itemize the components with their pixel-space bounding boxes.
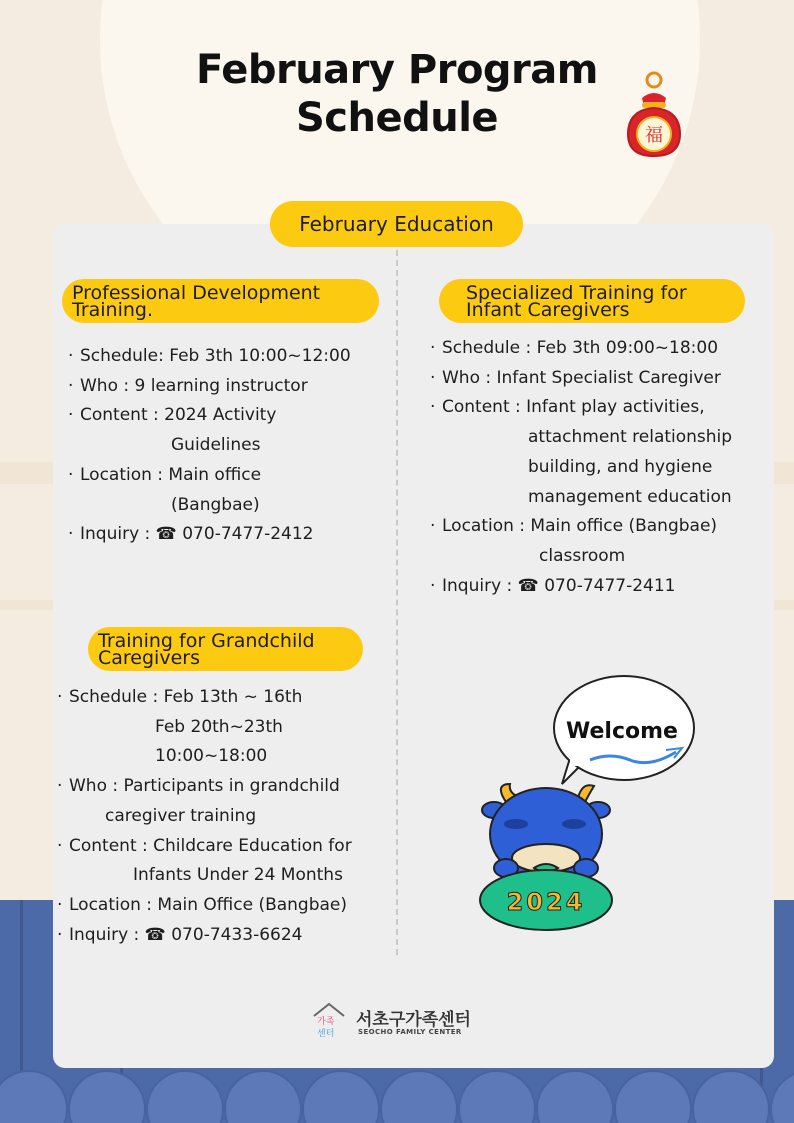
schedule-item: · Schedule : Feb 13th ~ 16th Feb 20th~23th 10:00~18:00 bbox=[57, 683, 393, 772]
schedule-item: · Schedule : Feb 3th 09:00~18:00 bbox=[430, 334, 770, 364]
location-item: · Location : Main office (Bangbae) bbox=[68, 461, 388, 520]
page-title-line2: Schedule bbox=[295, 95, 499, 141]
mascot-year: 2024 bbox=[506, 888, 586, 916]
content-item: · Content : 2024 Activity Guidelines bbox=[68, 401, 388, 460]
who-item: · Who : Infant Specialist Caregiver bbox=[430, 364, 770, 394]
program-title-professional: Professional Development Training. bbox=[62, 279, 379, 323]
section-title: February Education bbox=[270, 201, 523, 247]
inquiry-item: · Inquiry : ☎ 070-7477-2412 bbox=[68, 520, 388, 550]
location-item: · Location : Main Office (Bangbae) bbox=[57, 891, 393, 921]
program-details-professional bbox=[68, 342, 388, 550]
program-title-infant: Specialized Training for Infant Caregivers bbox=[439, 279, 745, 323]
program-title-grandchild: Training for Grandchild Caregivers bbox=[88, 627, 363, 671]
house-logo-icon bbox=[312, 1002, 346, 1040]
welcome-text: Welcome bbox=[566, 719, 678, 744]
content-item: · Content : Infant play activities, attachment relationship building, and hygiene management education bbox=[430, 393, 770, 512]
who-item: · Who : Participants in grandchild caregiver training bbox=[57, 772, 393, 831]
schedule-item: · Schedule: Feb 3th 10:00~12:00 bbox=[68, 342, 388, 372]
dragon-mascot-icon bbox=[470, 672, 710, 942]
logo-icon-bottom: 센터 bbox=[317, 1029, 335, 1039]
who-item: · Who : 9 learning instructor bbox=[68, 372, 388, 402]
logo-icon-top: 가족 bbox=[317, 1017, 335, 1027]
location-item: · Location : Main office (Bangbae) classroom bbox=[430, 512, 770, 571]
seocho-family-center-logo bbox=[312, 1002, 492, 1042]
content-item: · Content : Childcare Education for Infants Under 24 Months bbox=[57, 832, 393, 891]
column-divider bbox=[396, 240, 398, 955]
logo-english-text: SEOCHO FAMILY CENTER bbox=[358, 1028, 462, 1036]
lucky-pouch-icon bbox=[618, 68, 698, 168]
pouch-glyph: 福 bbox=[645, 125, 663, 146]
page-title-line1: February Program bbox=[196, 47, 598, 93]
welcome-bubble bbox=[554, 676, 694, 784]
program-details-infant bbox=[430, 334, 770, 601]
logo-korean-text: 서초구가족센터 bbox=[356, 1010, 471, 1030]
inquiry-item: · Inquiry : ☎ 070-7433-6624 bbox=[57, 921, 393, 951]
inquiry-item: · Inquiry : ☎ 070-7477-2411 bbox=[430, 572, 770, 602]
program-details-grandchild bbox=[57, 683, 393, 950]
